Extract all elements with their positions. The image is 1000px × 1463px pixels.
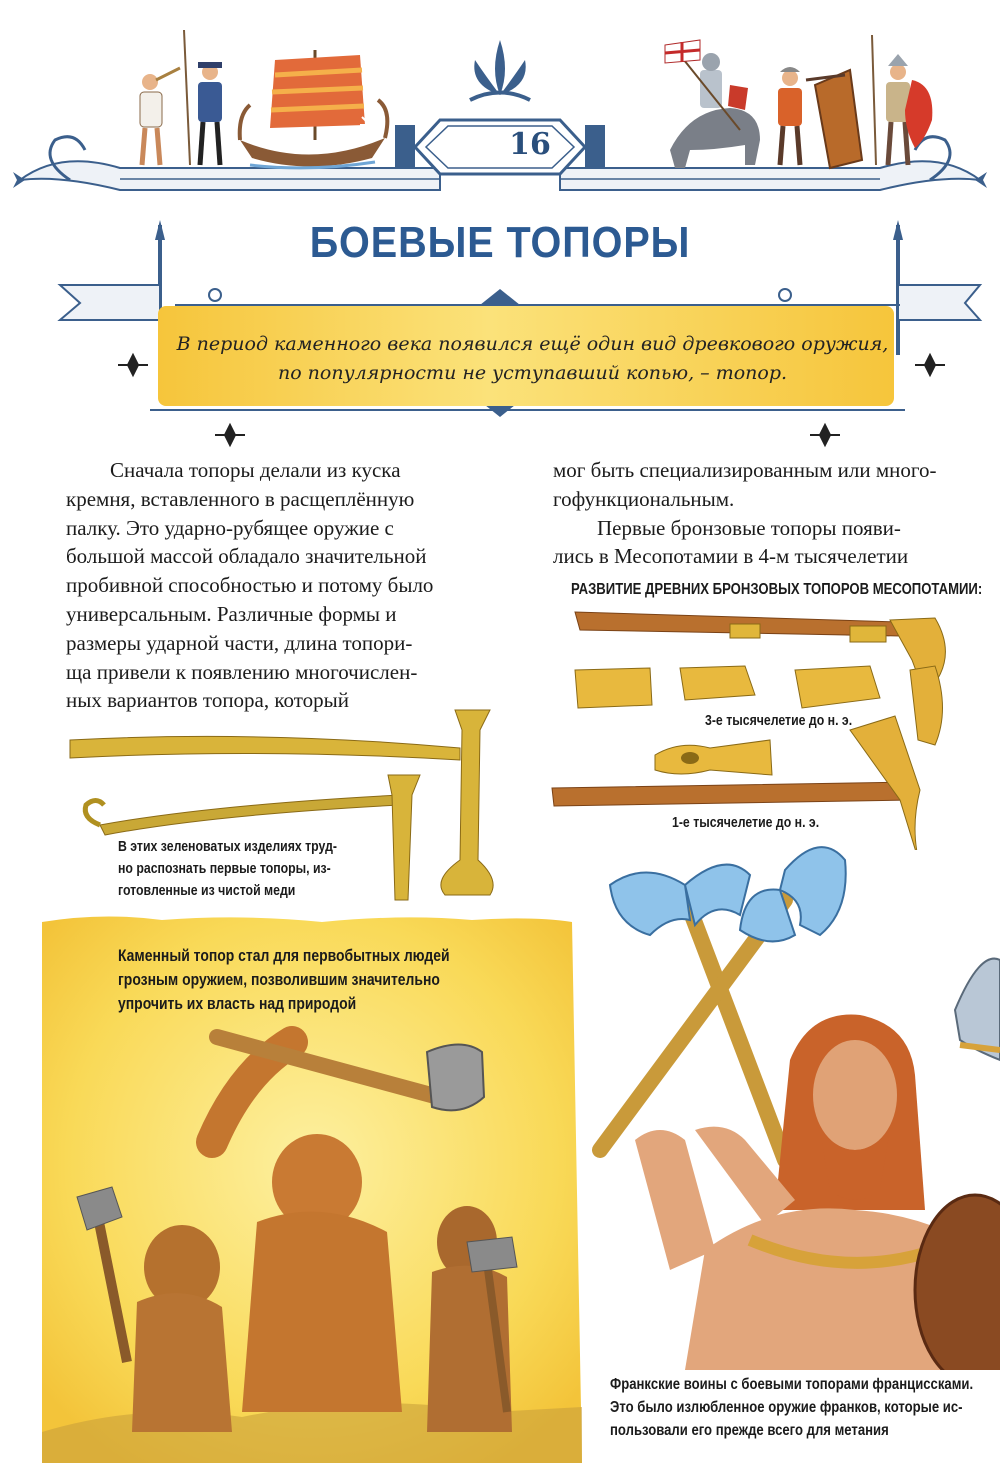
caption-copper-axes bbox=[118, 836, 380, 902]
body-line: ща привели к появлению многочислен- bbox=[66, 659, 418, 684]
body-line: универсальным. Различные формы и bbox=[66, 601, 397, 626]
body-line: мог быть специализированным или много- bbox=[553, 458, 937, 482]
caption-line: готовленные из чистой меди bbox=[118, 882, 296, 899]
caption-line: Каменный топор стал для первобытных людей bbox=[118, 946, 450, 965]
caption-3rd-millennium: 3-е тысячелетие до н. э. bbox=[705, 712, 853, 729]
caption-line: упрочить их власть над природой bbox=[118, 994, 357, 1013]
intro-line: В период каменного века появился ещё один вид древкового оружия, bbox=[176, 333, 889, 355]
bronze-axes-heading: РАЗВИТИЕ ДРЕВНИХ БРОНЗОВЫХ ТОПОРОВ МЕСОПОТАМИИ: bbox=[571, 581, 983, 598]
body-line: кремня, вставленного в расщеплённую bbox=[66, 486, 415, 511]
body-line: лись в Месопотамии в 4-м тысячелетии bbox=[553, 544, 909, 569]
body-line: гофункциональным. bbox=[553, 486, 735, 511]
body-column-right bbox=[553, 456, 990, 571]
caption-line: пользовали его прежде всего для метания bbox=[610, 1422, 889, 1439]
body-line: большой массой обладало значительной bbox=[66, 544, 427, 569]
caption-line: Франкские воины с боевыми топорами франциссками. bbox=[610, 1376, 974, 1393]
body-line: Первые бронзовые топоры появи- bbox=[597, 515, 901, 540]
intro-line: по популярности не уступавший копью, – топор. bbox=[277, 362, 788, 384]
caption-frankish-warriors bbox=[610, 1373, 995, 1442]
caption-line: Это было излюбленное оружие франков, которые ис- bbox=[610, 1399, 963, 1416]
caption-line: но распознать первые топоры, из- bbox=[118, 860, 331, 877]
body-line: палку. Это ударно-рубящее оружие с bbox=[66, 515, 394, 540]
header-ornament bbox=[0, 0, 1000, 215]
page-number: 16 bbox=[509, 127, 551, 162]
caption-1st-millennium: 1-е тысячелетие до н. э. bbox=[672, 814, 820, 831]
caption-line: грозным оружием, позволившим значительно bbox=[118, 970, 440, 989]
frankish-warriors-illustration bbox=[575, 830, 1000, 1370]
body-line: размеры ударной части, длина топори- bbox=[66, 630, 413, 655]
body-line: Сначала топоры делали из куска bbox=[110, 458, 401, 482]
caption-stone-axe bbox=[118, 944, 577, 1016]
intro-text bbox=[175, 330, 890, 388]
body-line: пробивной способностью и потому было bbox=[66, 573, 434, 598]
page-title: БОЕВЫЕ ТОПОРЫ bbox=[309, 218, 691, 267]
caption-line: В этих зеленоватых изделиях труд- bbox=[118, 838, 337, 855]
body-line: ных вариантов топора, который bbox=[66, 688, 349, 713]
body-column-left bbox=[66, 456, 503, 715]
